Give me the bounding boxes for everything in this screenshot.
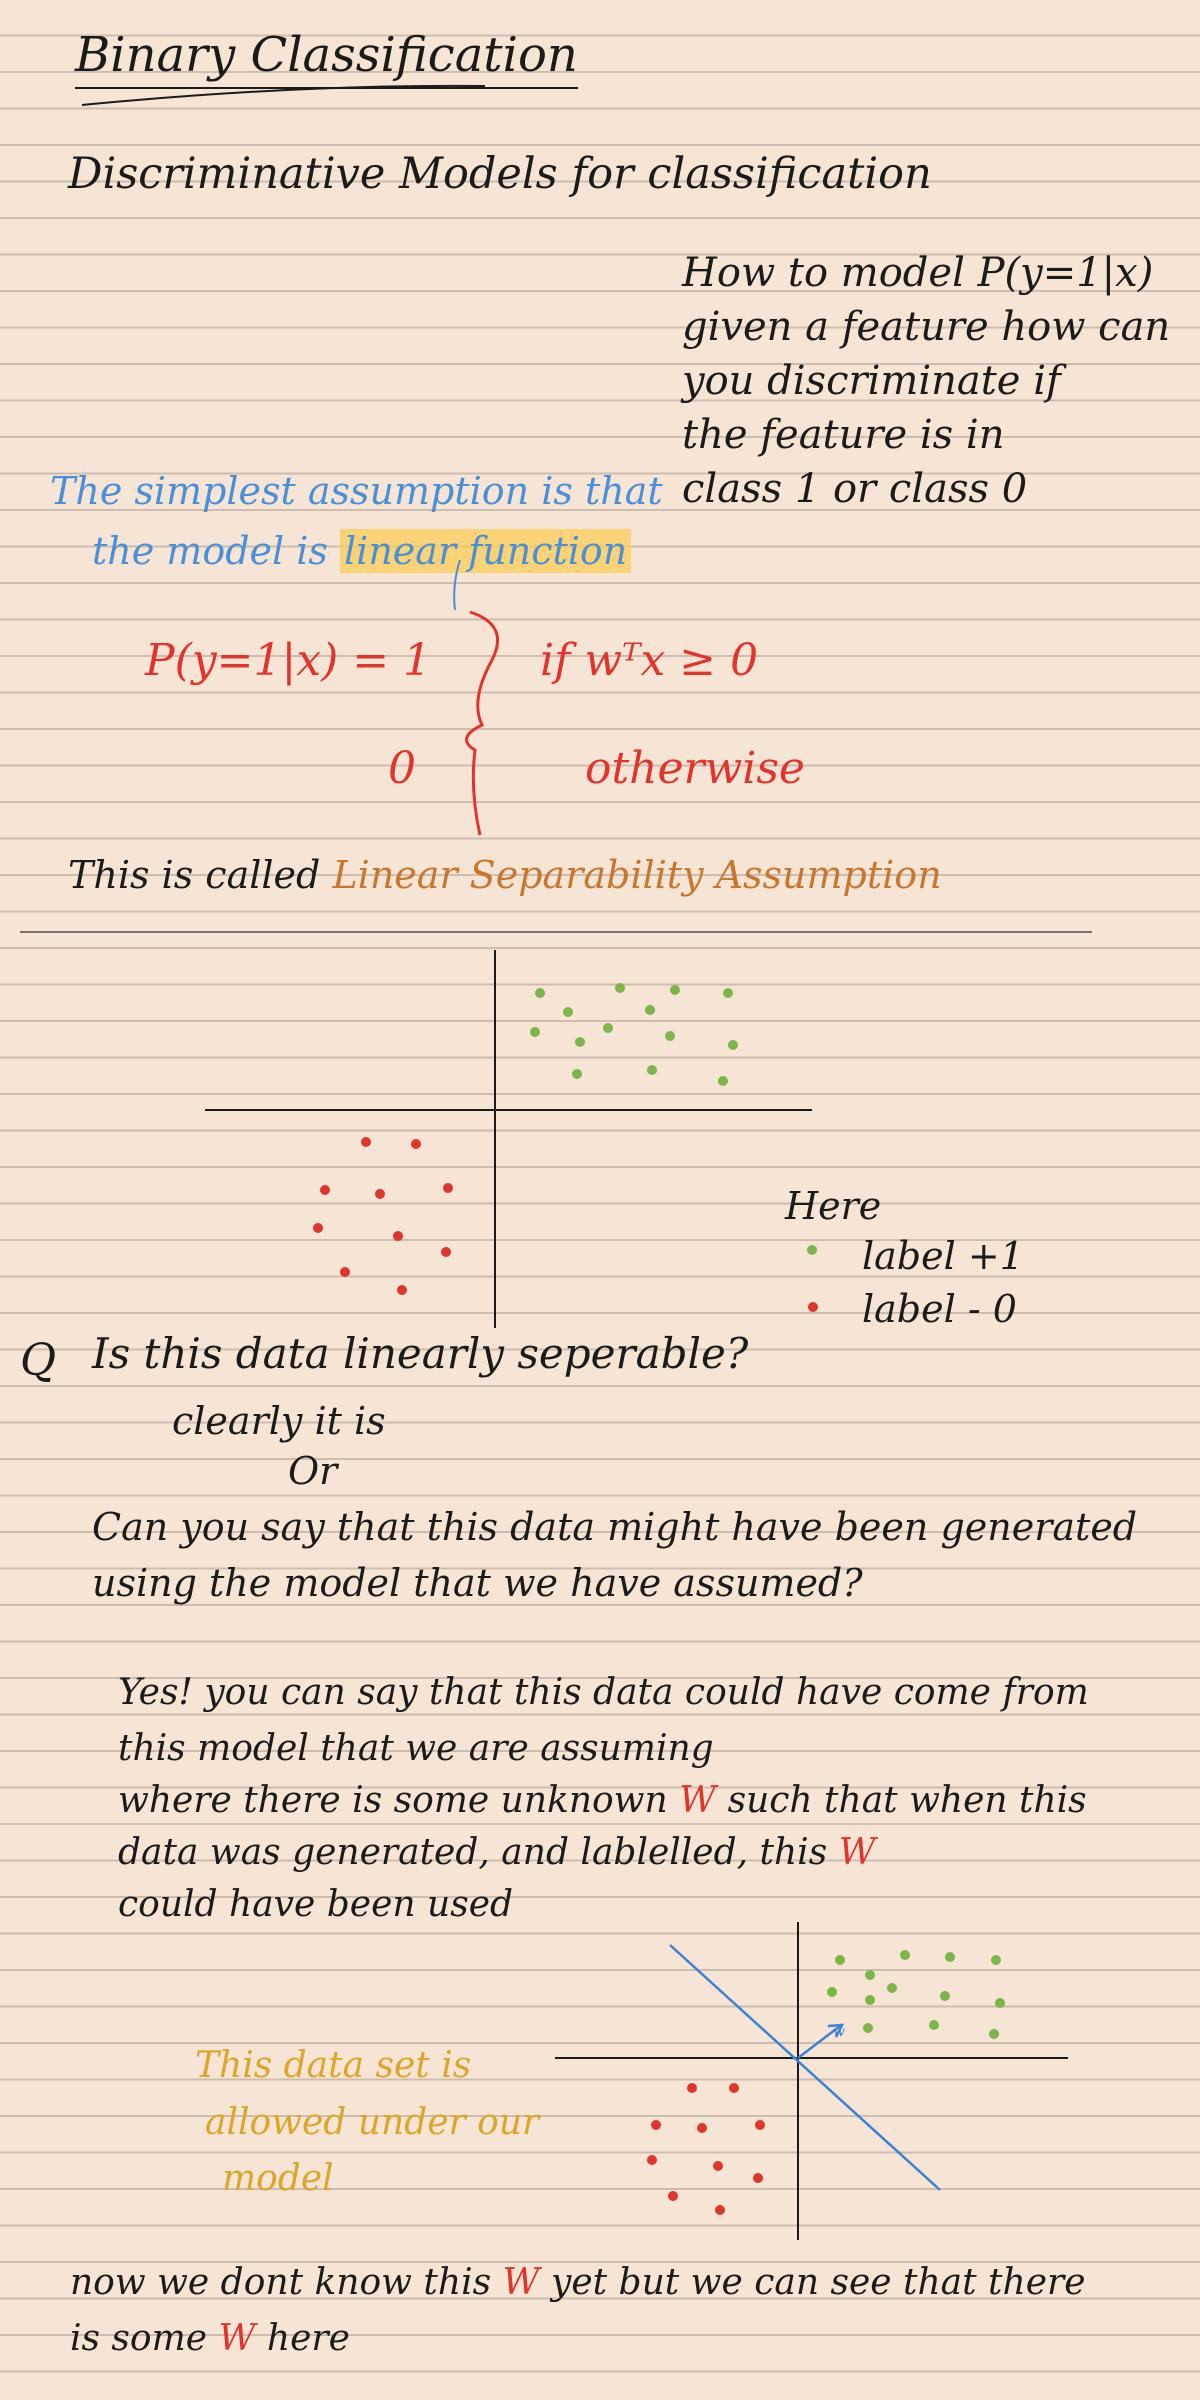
question-line: the feature is in: [682, 412, 1005, 458]
green-point: [991, 1955, 1001, 1965]
highlighted-term: linear function: [340, 529, 631, 573]
red-point: [647, 2155, 657, 2165]
red-point: [687, 2083, 697, 2093]
red-point: [755, 2120, 765, 2130]
red-point: [441, 1247, 451, 1257]
plot1-red-cluster: [313, 1137, 453, 1295]
red-point: [713, 2161, 723, 2171]
answer-line-3: where there is some unknown W such that when this: [118, 1780, 1087, 1821]
green-point: [929, 2020, 939, 2030]
linear-separability-term: Linear Separability Assumption: [332, 853, 942, 897]
red-point: [397, 1285, 407, 1295]
legend-green-dot: [807, 1245, 817, 1255]
q-line-2: using the model that we have assumed?: [92, 1561, 863, 1605]
green-point: [863, 2023, 873, 2033]
or-text: Or: [288, 1449, 338, 1493]
q-text: Is this data linearly seperable?: [92, 1329, 749, 1378]
green-point: [563, 1007, 573, 1017]
decision-boundary: [670, 1945, 940, 2190]
assumption-line-2: the model is linear function: [92, 530, 631, 574]
pointer-stroke: [454, 560, 460, 610]
red-point: [393, 1231, 403, 1241]
clearly-text: clearly it is: [172, 1399, 386, 1443]
green-point: [945, 1952, 955, 1962]
red-point: [729, 2083, 739, 2093]
plot2-green-cluster: [827, 1950, 1005, 2039]
green-point: [827, 1987, 837, 1997]
assumption-line-1: The simplest assumption is that: [50, 469, 663, 513]
green-point: [728, 1040, 738, 1050]
page-title: Binary Classification: [75, 28, 578, 89]
green-point: [670, 985, 680, 995]
red-point: [651, 2120, 661, 2130]
green-point: [887, 1983, 897, 1993]
green-point: [835, 1955, 845, 1965]
green-point: [575, 1037, 585, 1047]
equation-zero: 0: [388, 743, 416, 794]
red-point: [753, 2173, 763, 2183]
dataset-note-line: This data set is: [195, 2045, 472, 2086]
red-point: [411, 1139, 421, 1149]
w-symbol: W: [679, 1780, 717, 1821]
legend-green-label: label +1: [862, 1234, 1024, 1278]
red-point: [361, 1137, 371, 1147]
green-point: [665, 1031, 675, 1041]
green-point: [530, 1027, 540, 1037]
red-point: [715, 2205, 725, 2215]
red-point: [320, 1185, 330, 1195]
answer-line-4: data was generated, and lablelled, this W: [118, 1832, 876, 1873]
equation-lhs: P(y=1|x) = 1: [145, 635, 432, 686]
green-point: [647, 1065, 657, 1075]
dataset-note-line: model: [222, 2158, 334, 2199]
red-point: [443, 1183, 453, 1193]
green-point: [535, 988, 545, 998]
dataset-note-line: allowed under our: [205, 2102, 540, 2143]
green-point: [865, 1995, 875, 2005]
w-symbol: W: [218, 2318, 256, 2359]
title-underline: [82, 86, 485, 105]
question-line: you discriminate if: [682, 358, 1061, 404]
green-point: [723, 988, 733, 998]
red-point: [697, 2123, 707, 2133]
green-point: [989, 2029, 999, 2039]
answer-line-5: could have been used: [118, 1884, 514, 1925]
green-point: [718, 1076, 728, 1086]
legend-title: Here: [785, 1184, 882, 1228]
answer-line-2: this model that we are assuming: [118, 1728, 714, 1769]
red-point: [668, 2191, 678, 2201]
q-line-1: Can you say that this data might have been generated: [92, 1505, 1138, 1549]
w-symbol: W: [502, 2262, 540, 2303]
green-point: [900, 1950, 910, 1960]
green-point: [645, 1005, 655, 1015]
green-point: [865, 1970, 875, 1980]
legend-red-label: label - 0: [862, 1287, 1017, 1331]
equation-brace: [466, 612, 497, 835]
w-symbol: W: [838, 1832, 876, 1873]
q-marker: Q: [20, 1335, 57, 1386]
green-point: [940, 1991, 950, 2001]
plot1-green-cluster: [530, 983, 738, 1086]
bottom-line-2: is some W here: [70, 2318, 350, 2359]
bottom-line-1: now we dont know this W yet but we can see that there: [70, 2262, 1086, 2303]
answer-line-1: Yes! you can say that this data could have come from: [118, 1672, 1089, 1713]
question-line: class 1 or class 0: [682, 466, 1028, 512]
red-point: [375, 1189, 385, 1199]
red-point: [340, 1267, 350, 1277]
green-point: [603, 1023, 613, 1033]
green-point: [615, 983, 625, 993]
called-line: This is called Linear Separability Assumption: [68, 853, 942, 897]
green-point: [995, 1998, 1005, 2008]
green-point: [572, 1069, 582, 1079]
red-point: [313, 1223, 323, 1233]
question-line: given a feature how can: [682, 304, 1171, 350]
legend-red-dot: [808, 1302, 818, 1312]
question-line: How to model P(y=1|x): [682, 250, 1154, 296]
equation-condition: if wᵀx ≥ 0: [540, 635, 759, 686]
subtitle: Discriminative Models for classification: [68, 149, 932, 199]
plot2-red-cluster: [647, 2083, 765, 2215]
w-arrow-label: w: [833, 2024, 845, 2040]
equation-otherwise: otherwise: [585, 743, 805, 794]
